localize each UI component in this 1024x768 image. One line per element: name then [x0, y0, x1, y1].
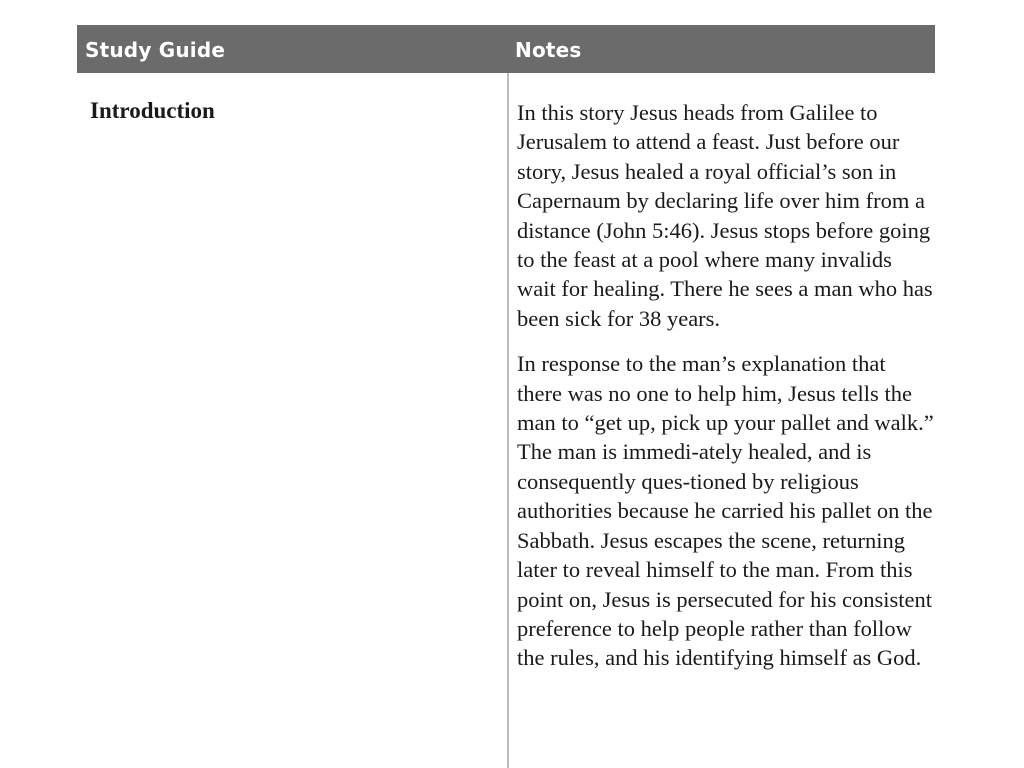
- notes-column: [517, 98, 935, 673]
- column-divider: [507, 73, 509, 768]
- notes-paragraph-1: In this story Jesus heads from Galilee to Jerusalem to attend a feast. Just before our story, Jesus healed a royal official’s son in Capernaum by declaring life over him from a distance (John 5:46). Jesus stops before going to the feast at a pool where many invalids wait for healing. There he sees a man who has been sick for 38 years.: [517, 100, 933, 331]
- header-notes: Notes: [515, 38, 582, 62]
- table-header: [77, 25, 935, 73]
- notes-paragraph-2: In response to the man’s explanation that there was no one to help him, Jesus tells the man to “get up, pick up your pallet and walk.” The man is immedi-ately healed, and is consequently ques-tioned by religious authorities because he carried his pallet on the Sabbath. Jesus escapes the scene, returning later to reveal himself to the man. From this point on, Jesus is persecuted for his consistent preference to help people rather than follow the rules, and his identifying himself as God.: [517, 351, 934, 671]
- header-study-guide: Study Guide: [85, 38, 226, 62]
- section-title-introduction: Introduction: [90, 98, 215, 123]
